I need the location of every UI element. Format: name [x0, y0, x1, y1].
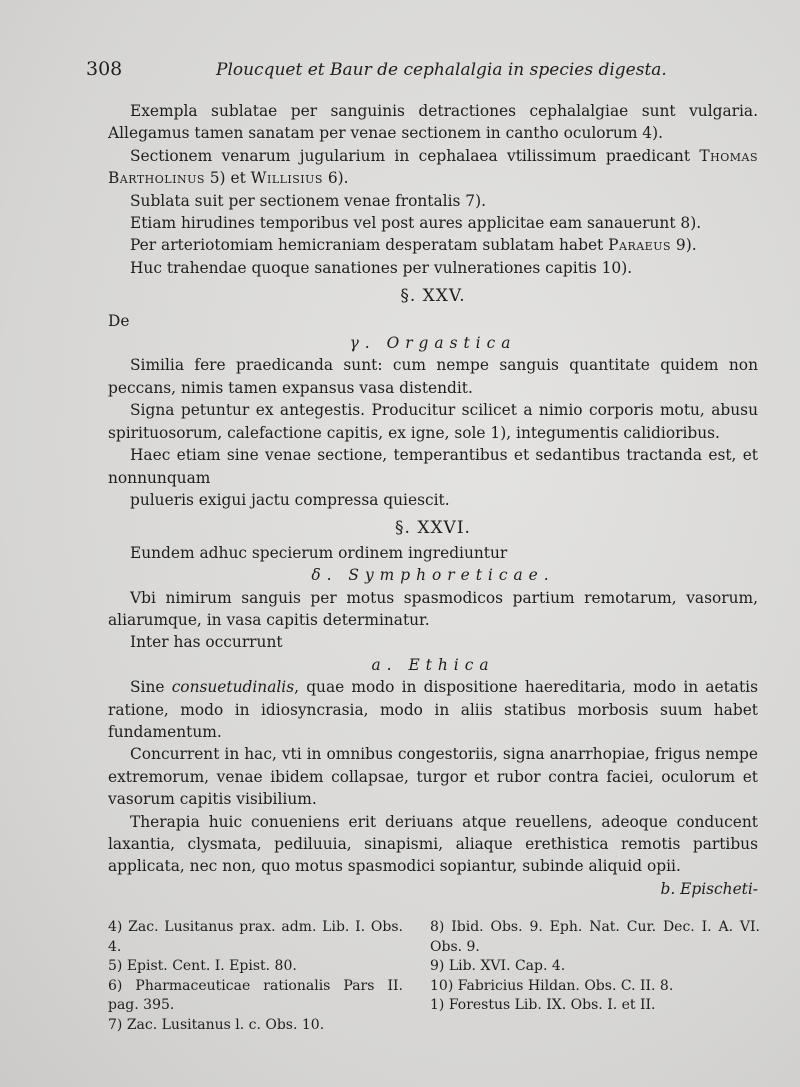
author-name: Thomas Bartholinus — [108, 146, 758, 188]
footnote: 4) Zac. Lusitanus prax. adm. Lib. I. Obs. 4. — [108, 919, 403, 955]
paragraph: pulueris exigui jactu compressa quiescit. — [130, 490, 450, 509]
paragraph: Similia fere praedicanda sunt: cum nempe sanguis quantitate quidem non peccans, nimis tamen expansus vasa distendit. — [108, 356, 758, 397]
paragraph — [108, 145, 758, 190]
paragraph — [108, 234, 758, 256]
text-run: 5) et — [204, 169, 251, 188]
subsection-heading: γ. Orgastica — [349, 334, 517, 353]
catchword: b. Epischeti- — [660, 879, 758, 898]
paragraph — [108, 676, 758, 743]
subsection-heading: a. Ethica — [371, 655, 495, 674]
subsection-heading: δ. Symphoreticae. — [311, 566, 555, 585]
paragraph: Inter has occurrunt — [130, 633, 283, 652]
paragraph: Etiam hirudines temporibus vel post aures applicitae eam sanauerunt 8). — [130, 214, 702, 233]
page-header — [86, 58, 740, 88]
footnotes-left-column — [108, 918, 403, 1035]
paragraph: Therapia huic conueniens erit deriuans atque reuellens, adeoque conducent laxantia, clysmata, pediluuia, sinapismi, aliaque erethistica remotis partibus applicata, nec non, quo motus spasmodici sopiantur, subinde aliquid opii. — [108, 812, 758, 876]
section-heading: §. XXVI. — [395, 518, 471, 539]
text-run: 6). — [322, 169, 349, 188]
paragraph: Huc trahendae quoque sanationes per vulnerationes capitis 10). — [130, 258, 633, 277]
section-heading: §. XXV. — [400, 286, 466, 307]
text-run: Per arteriotomiam hemicraniam desperatam sublatam habet — [130, 236, 609, 255]
text-run: Sine — [130, 678, 172, 697]
footnote: 1) Forestus Lib. IX. Obs. I. et II. — [430, 997, 656, 1013]
paragraph: Vbi nimirum sanguis per motus spasmodicos partium remotarum, vasorum, aliarumque, in vasa capitis determinatur. — [108, 588, 758, 629]
paragraph: Eundem adhuc specierum ordinem ingrediuntur — [130, 543, 508, 562]
footnote: 7) Zac. Lusitanus l. c. Obs. 10. — [108, 1016, 325, 1033]
paragraph: Sublata suit per sectionem venae frontalis 7). — [130, 191, 486, 210]
footnote: 9) Lib. XVI. Cap. 4. — [430, 958, 566, 974]
footnote: 6) Pharmaceuticae rationalis Pars II. pag. 395. — [108, 977, 403, 1013]
text-run: 9). — [671, 236, 697, 255]
paragraph: Signa petuntur ex antegestis. Producitur scilicet a nimio corporis motu, abusu spirituosorum, calefactione capitis, ex igne, sole 1), integumentis calidioribus. — [108, 401, 758, 442]
text-run: , quae modo in dispositione haereditaria, modo in aetatis ratione, modo in idiosyncrasia, modo in aliis statibus morbosis suum habet fundamentum. — [108, 678, 758, 741]
de-label: De — [108, 311, 130, 330]
footnotes-right-column — [430, 918, 760, 1016]
footnote: 8) Ibid. Obs. 9. Eph. Nat. Cur. Dec. I. A. VI. Obs. 9. — [430, 919, 760, 955]
running-head: Ploucquet et Baur de cephalalgia in species digesta. — [216, 60, 667, 80]
paragraph: Concurrent in hac, vti in omnibus congestoriis, signa anarrhopiae, frigus nempe extremorum, venae ibidem collapsae, turgor et rubor contra faciei, oculorum et vasorum capitis visibilium. — [108, 745, 758, 809]
italic-term: consuetudinalis — [171, 678, 295, 697]
text-run: Sectionem venarum jugularium in cephalaea vtilissimum praedicant — [130, 146, 700, 165]
paragraph: Exempla sublatae per sanguinis detractiones cephalalgiae sunt vulgaria. Allegamus tamen sanatam per venae sectionem in cantho oculorum 4). — [108, 102, 758, 143]
footnote: 5) Epist. Cent. I. Epist. 80. — [108, 958, 297, 974]
paragraph: Haec etiam sine venae sectione, temperantibus et sedantibus tractanda est, et nonnunquam — [108, 446, 758, 487]
footnote: 10) Fabricius Hildan. Obs. C. II. 8. — [430, 977, 674, 994]
main-text — [108, 100, 758, 900]
page-number: 308 — [86, 58, 123, 80]
author-name: Willisius — [250, 169, 323, 188]
author-name: Paraeus — [608, 236, 672, 255]
